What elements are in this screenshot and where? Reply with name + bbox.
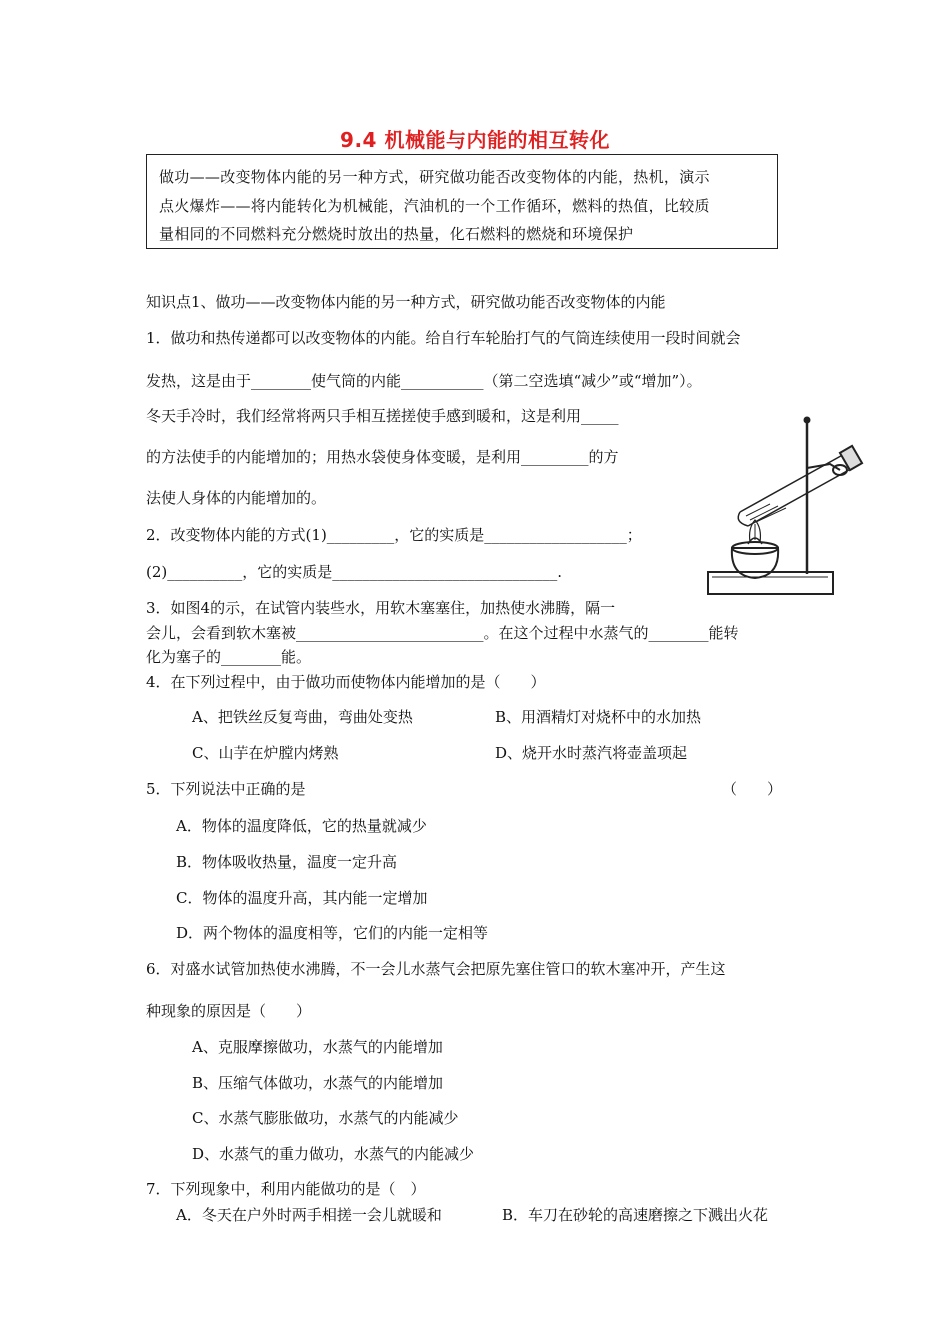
question-1-line: 法使人身体的内能增加的。 bbox=[146, 489, 327, 507]
question-1-line: 发热，这是由于________使气筒的内能___________（第二空选填“减少”或“增加”）。 bbox=[146, 372, 702, 390]
question-7-stem: 7．下列现象中，利用内能做功的是（ ） bbox=[146, 1180, 426, 1198]
option-c: C、水蒸气膨胀做功，水蒸气的内能减少 bbox=[192, 1109, 459, 1127]
option-a: A、克服摩擦做功，水蒸气的内能增加 bbox=[192, 1038, 443, 1056]
question-1-line: 冬天手冷时，我们经常将两只手相互搓搓使手感到暖和，这是利用_____ bbox=[146, 407, 619, 425]
question-2-line: 2．改变物体内能的方式(1)_________，它的实质是___________________； bbox=[146, 526, 642, 544]
question-5-stem: 5．下列说法中正确的是 bbox=[146, 780, 306, 798]
option-d: D．两个物体的温度相等，它们的内能一定相等 bbox=[176, 924, 489, 942]
option-c: C．物体的温度升高，其内能一定增加 bbox=[176, 889, 428, 907]
summary-line: 做功——改变物体内能的另一种方式，研究做功能否改变物体的内能，热机，演示 bbox=[159, 168, 710, 186]
option-b: B．车刀在砂轮的高速磨擦之下溅出火花 bbox=[502, 1206, 769, 1224]
summary-line: 点火爆炸——将内能转化为机械能，汽油机的一个工作循环，燃料的热值，比较质 bbox=[159, 197, 710, 215]
page-title: 9.4 机械能与内能的相互转化 bbox=[340, 128, 610, 152]
option-d: D、水蒸气的重力做功，水蒸气的内能减少 bbox=[192, 1145, 475, 1163]
knowledge-point-heading: 知识点1、做功——改变物体内能的另一种方式，研究做功能否改变物体的内能 bbox=[146, 293, 666, 311]
summary-line: 量相同的不同燃料充分燃烧时放出的热量，化石燃料的燃烧和环境保护 bbox=[159, 225, 634, 243]
question-1-line: 的方法使手的内能增加的；用热水袋使身体变暖，是利用_________的方 bbox=[146, 448, 619, 466]
summary-box bbox=[146, 154, 778, 249]
option-b: B．物体吸收热量，温度一定升高 bbox=[176, 853, 398, 871]
question-3-line: 会儿，会看到软木塞被_________________________。在这个过程中水蒸气的________能转 bbox=[146, 624, 739, 642]
answer-bracket: （ ） bbox=[722, 780, 783, 798]
option-b: B、用酒精灯对烧杯中的水加热 bbox=[495, 708, 702, 726]
option-c: C、山芋在炉膛内烤熟 bbox=[192, 744, 339, 762]
option-a: A．冬天在户外时两手相搓一会儿就暖和 bbox=[176, 1206, 442, 1224]
option-a: A、把铁丝反复弯曲，弯曲处变热 bbox=[192, 708, 413, 726]
question-6-stem: 6．对盛水试管加热使水沸腾，不一会儿水蒸气会把原先塞住管口的软木塞冲开，产生这 bbox=[146, 960, 726, 978]
test-tube-apparatus-figure bbox=[700, 412, 870, 608]
question-6-stem: 种现象的原因是（ ） bbox=[146, 1002, 312, 1020]
question-2-line: (2)__________，它的实质是______________________________. bbox=[146, 563, 563, 581]
option-a: A．物体的温度降低，它的热量就减少 bbox=[176, 817, 427, 835]
question-3-line: 化为塞子的________能。 bbox=[146, 648, 312, 666]
question-3-line: 3．如图4的示，在试管内装些水，用软木塞塞住，加热使水沸腾，隔一 bbox=[146, 599, 616, 617]
option-d: D、烧开水时蒸汽将壶盖项起 bbox=[495, 744, 688, 762]
option-b: B、压缩气体做功，水蒸气的内能增加 bbox=[192, 1074, 444, 1092]
question-1-line: 1．做功和热传递都可以改变物体的内能。给自行车轮胎打气的气筒连续使用一段时间就会 bbox=[146, 329, 741, 347]
question-4-stem: 4．在下列过程中，由于做功而使物体内能增加的是（ ） bbox=[146, 673, 546, 691]
